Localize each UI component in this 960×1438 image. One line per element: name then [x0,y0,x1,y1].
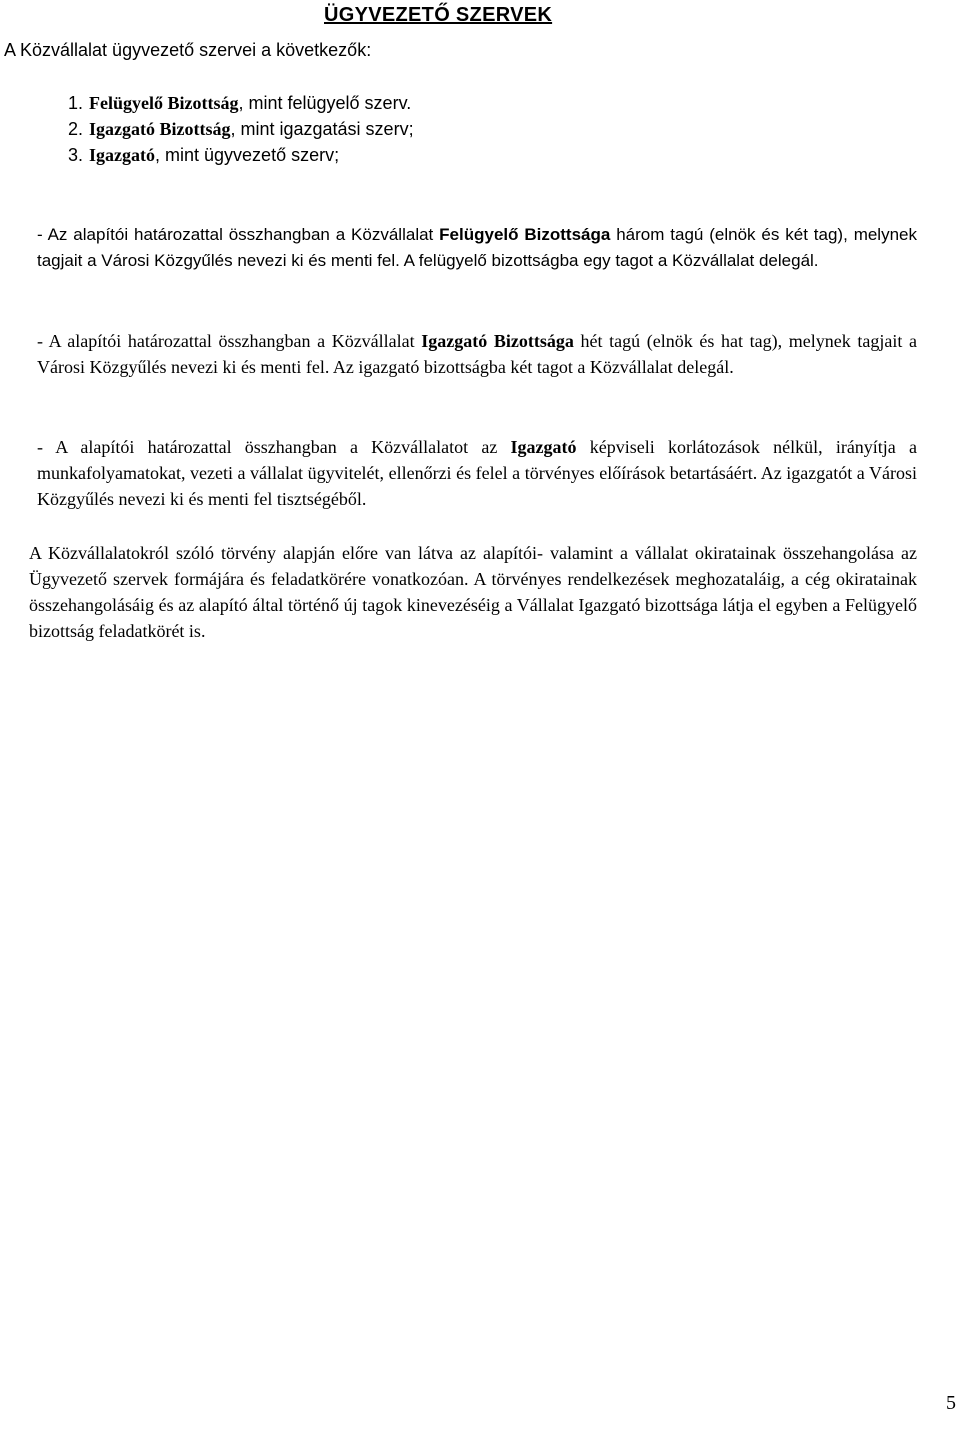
paragraph-legal-provisions: A Közvállalatokról szóló törvény alapján előre van látva az alapítói- valamint a vállalat okiratainak összehangolása az Ügyvezető szervek formájára és feladatkörére vonatkozóan. A törvényes rendelkezések meghozataláig, a cég okiratainak összehangolásáig és az alapító által történő új tagok kinevezéséig a Vállalat Igazgató bizottsága látja el egyben a Felügyelő bizottság feladatkörét is. [29,543,917,641]
paragraph-bold-term: Igazgató [510,437,577,457]
intro-text: A Közvállalat ügyvezető szervei a következők: [4,40,372,60]
document-title: ÜGYVEZETŐ SZERVEK [324,4,553,26]
organs-list [68,90,414,168]
list-item [68,116,414,142]
list-item-name: Igazgató [89,145,156,165]
paragraph-bold-term: Felügyelő Bizottsága [439,225,611,244]
paragraph-text: három tagú (elnök és két tag), melynek tagjait a Városi Közgyűlés nevezi ki és menti fel. A felügyelő bizottságba egy tagot a Közvállalat delegál. [37,225,917,270]
list-item-number: 1. [68,93,84,113]
list-item-number: 3. [68,145,84,165]
paragraph-board-of-directors [37,328,917,380]
list-item-description: , mint ügyvezető szerv; [155,145,340,165]
list-item [68,90,414,116]
list-item-description: , mint igazgatási szerv; [230,119,414,139]
paragraph-text: - A alapítói határozattal összhangban a Közvállalat [37,331,422,351]
list-item [68,142,414,168]
paragraph-text: - A alapítói határozattal összhangban a Közvállalatot az [37,437,511,457]
list-item-name: Felügyelő Bizottság [89,93,239,113]
paragraph-text: hét tagú (elnök és hat tag), melynek tagjait a Városi Közgyűlés nevezi ki és menti fel. Az igazgató bizottságba két tagot a Közvállalat delegál. [37,331,917,377]
list-item-name: Igazgató Bizottság [89,119,231,139]
list-item-description: , mint felügyelő szerv. [238,93,412,113]
list-item-number: 2. [68,119,84,139]
paragraph-director [37,434,917,512]
paragraph-supervisory-board [37,222,917,274]
paragraph-text: - Az alapítói határozattal összhangban a Közvállalat [37,225,440,244]
paragraph-bold-term: Igazgató Bizottsága [421,331,574,351]
paragraph-text: képviseli korlátozások nélkül, irányítja a munkafolyamatokat, vezeti a vállalat ügyvitelét, ellenőrzi és felel a törvényes előírások betartásáért. Az igazgatót a Városi Közgyűlés nevezi ki és menti fel tisztségéből. [37,437,917,509]
page-number: 5 [946,1392,956,1414]
